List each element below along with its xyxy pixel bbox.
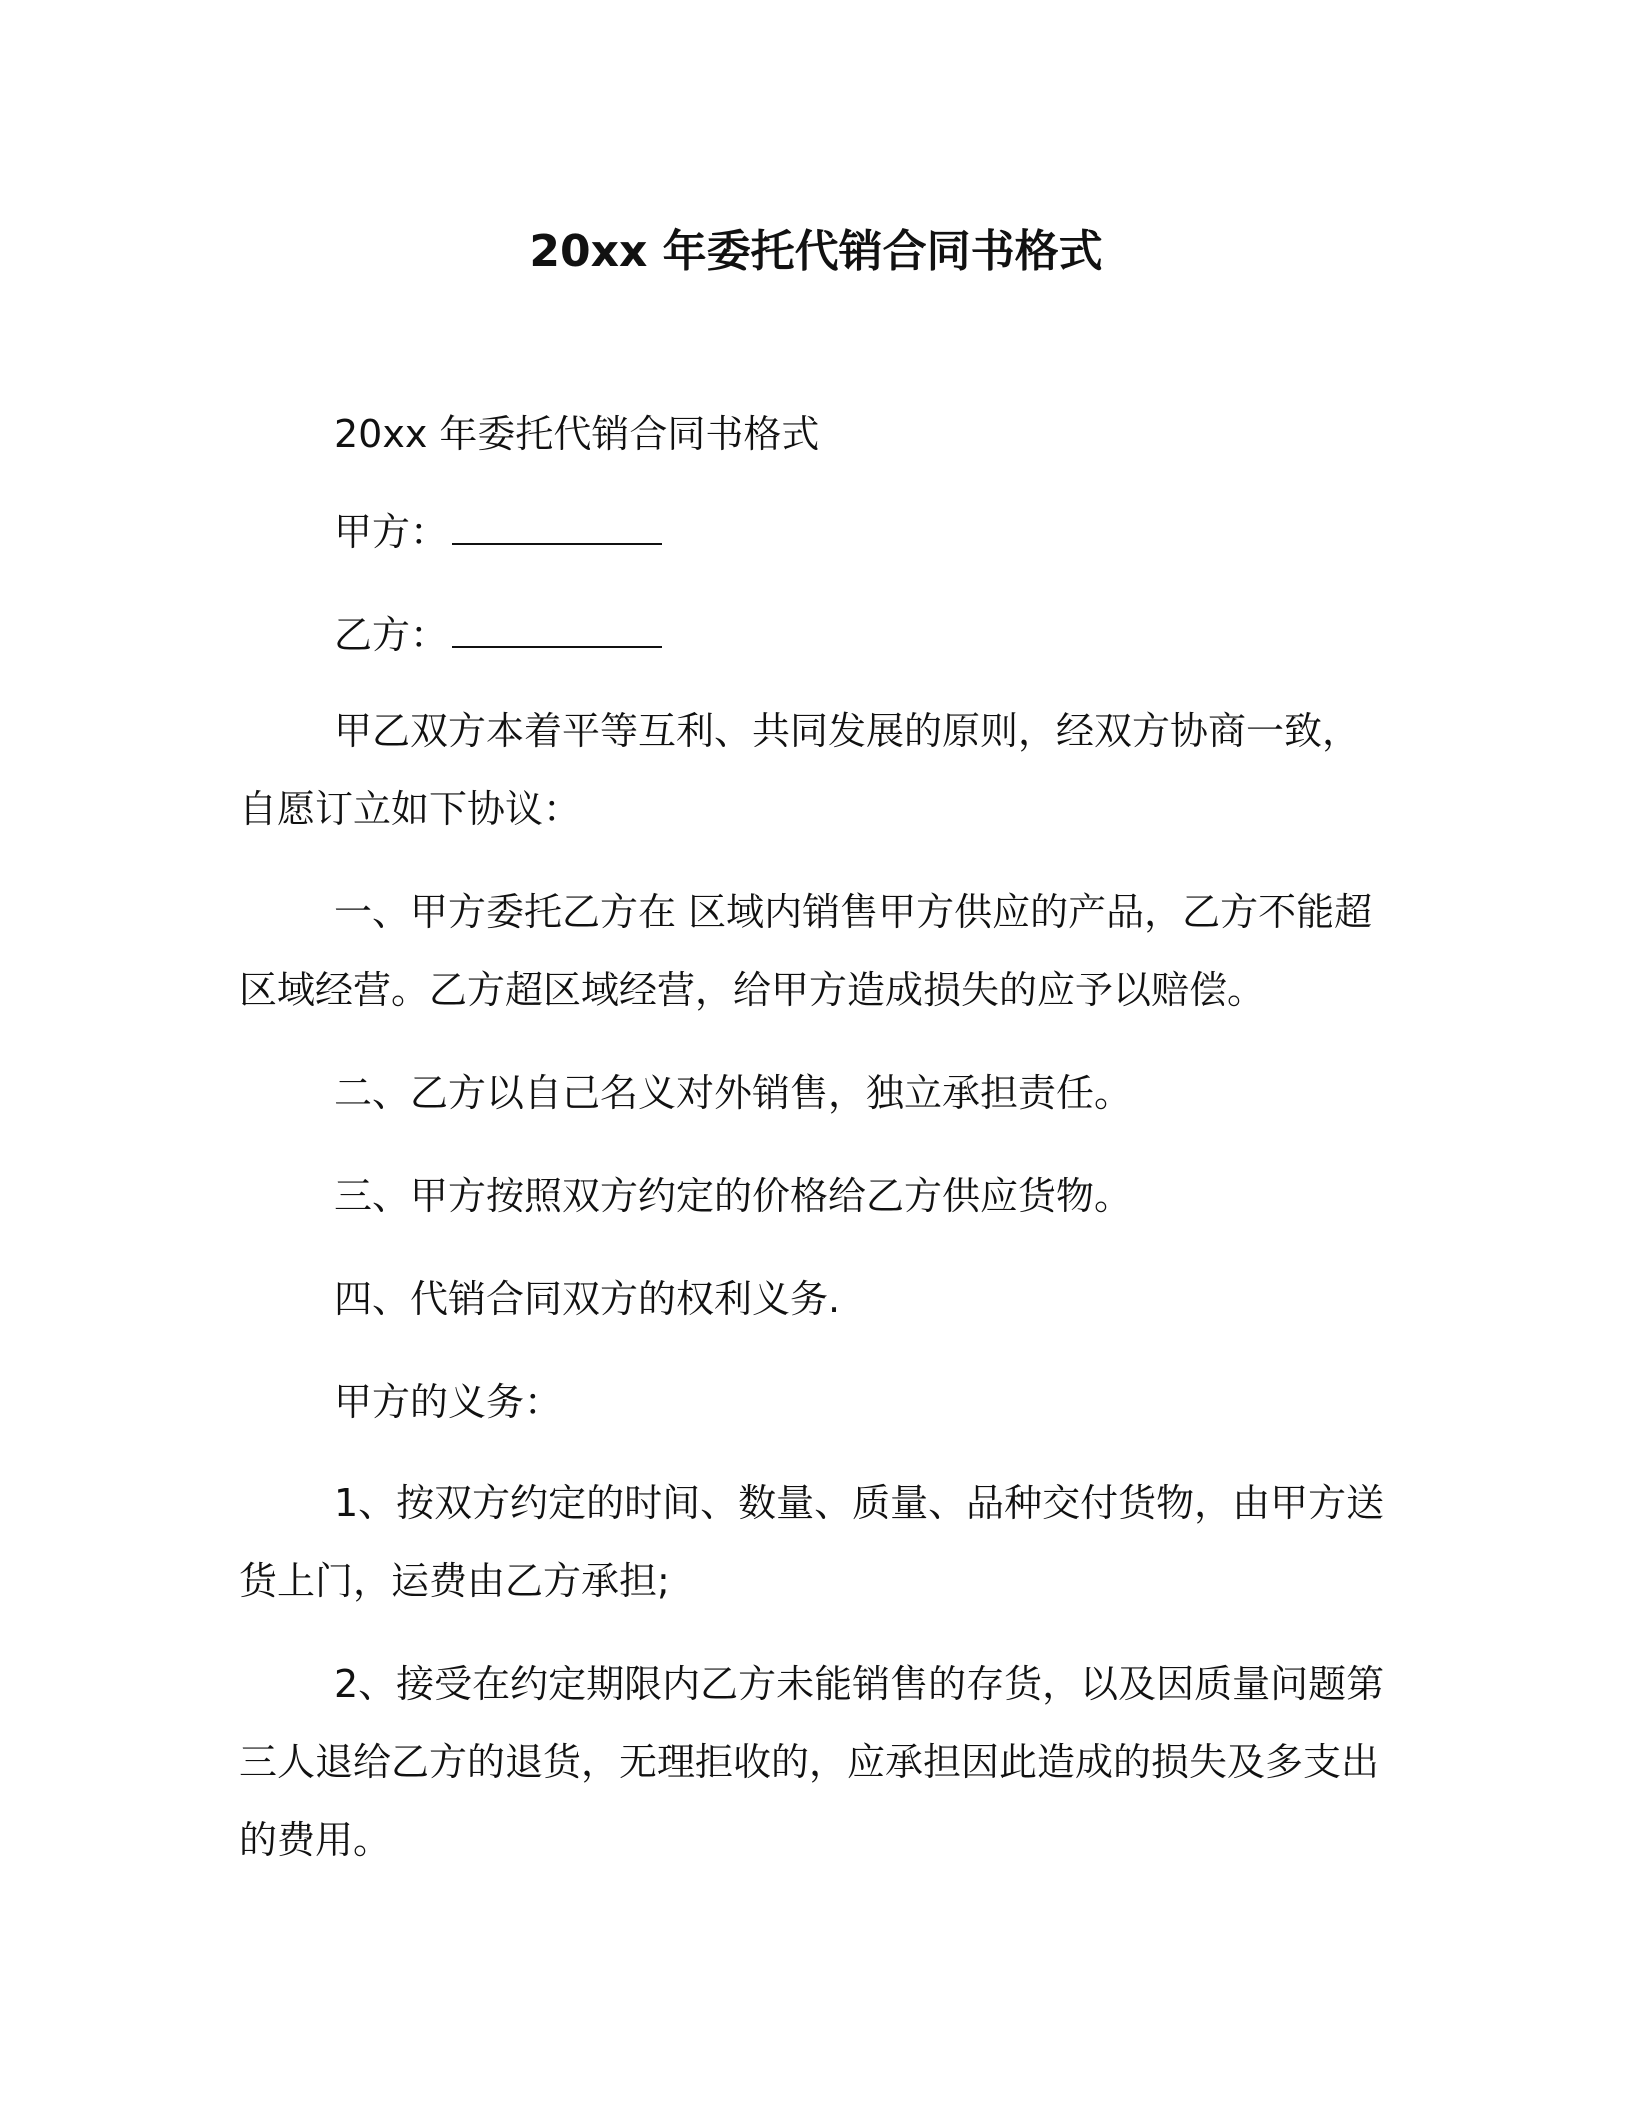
party-b-line (239, 596, 1389, 674)
paragraph-clause-2: 二、乙方以自己名义对外销售，独立承担责任。 (334, 1071, 1133, 1115)
paragraph-subtitle: 20xx 年委托代销合同书格式 (334, 412, 820, 456)
paragraph-party-a-duties: 甲方的义务： (334, 1380, 563, 1424)
paragraph-duty-2: 2、接受在约定期限内乙方未能销售的存货，以及因质量问题第三人退给乙方的退货，无理拒收的，应承担因此造成的损失及多支出的费用。 (239, 1662, 1385, 1862)
paragraph-clause-1: 一、甲方委托乙方在 区域内销售甲方供应的产品，乙方不能超区域经营。乙方超区域经营，给甲方造成损失的应予以赔偿。 (239, 890, 1373, 1012)
party-b-label: 乙方： (334, 613, 449, 657)
document-title: 20xx 年委托代销合同书格式 (529, 226, 1103, 277)
paragraph-clause-4: 四、代销合同双方的权利义务. (334, 1277, 841, 1321)
paragraph-duty-1: 1、按双方约定的时间、数量、质量、品种交付货物，由甲方送货上门，运费由乙方承担; (239, 1481, 1385, 1603)
party-a-line (239, 493, 1389, 571)
party-a-label: 甲方： (334, 510, 449, 554)
paragraph-clause-3: 三、甲方按照双方约定的价格给乙方供应货物。 (334, 1174, 1133, 1218)
party-a-blank (452, 513, 662, 545)
paragraph-intro: 甲乙双方本着平等互利、共同发展的原则，经双方协商一致，自愿订立如下协议： (239, 709, 1361, 831)
party-b-blank (452, 616, 662, 648)
